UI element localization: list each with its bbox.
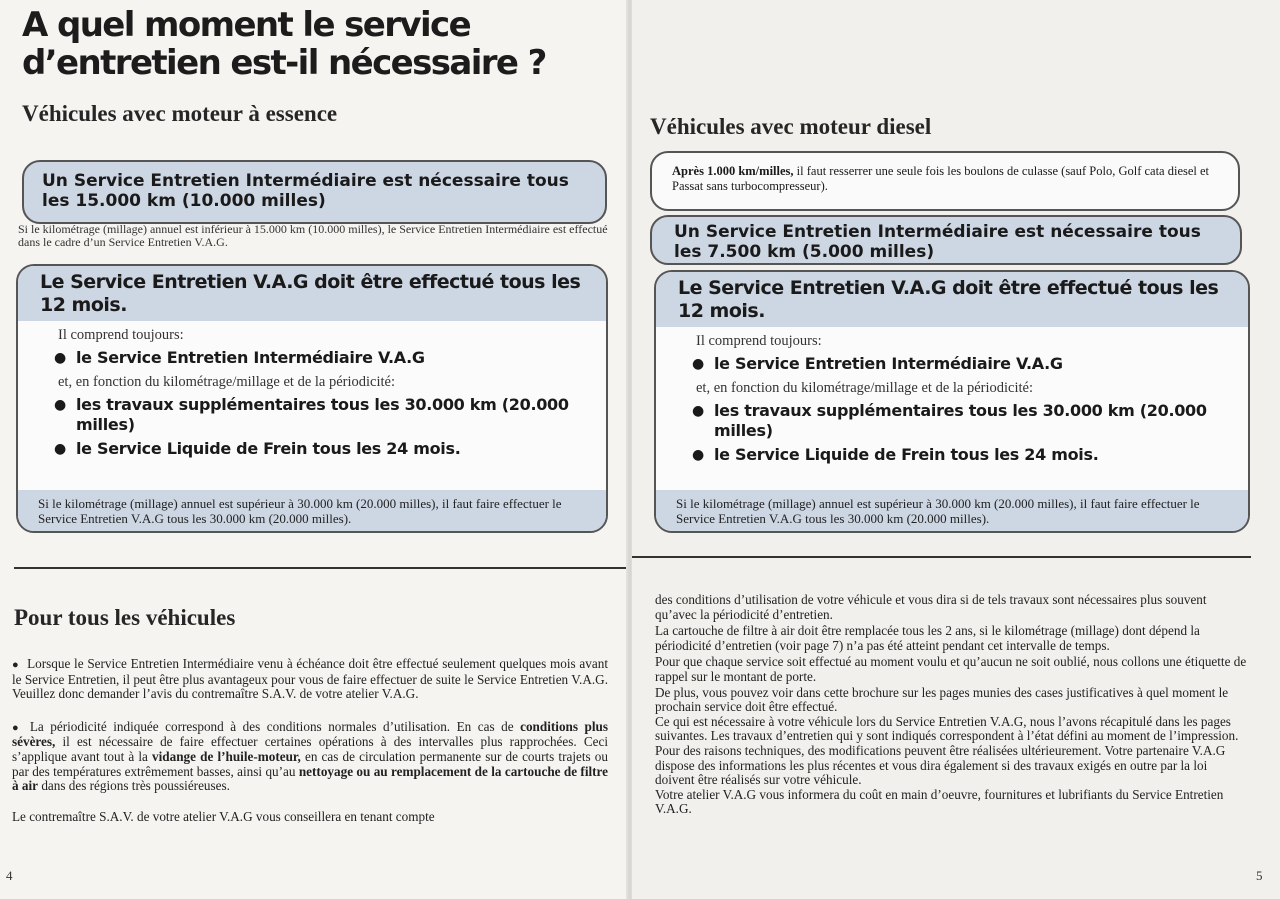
diesel-service-box bbox=[654, 270, 1250, 533]
petrol-box-footnote: Si le kilométrage (millage) annuel est supérieur à 30.000 km (20.000 milles), il faut faire effectuer le Service Entretien V.A.G tous les 30.000 km (20.000 milles). bbox=[18, 490, 606, 531]
page-number-right: 5 bbox=[1256, 868, 1263, 883]
diesel-box-depends: et, en fonction du kilométrage/millage et de la périodicité: bbox=[696, 380, 1034, 396]
left-divider bbox=[14, 567, 626, 569]
all-vehicles-paragraph-2: ● La périodicité indiquée correspond à des conditions normales d’utilisation. En cas de conditions plus sévères, il est nécessaire de faire effectuer certaines opérations à des intervalles plus rapprochées. Ceci s’applique avant tout à la vidange de l’huile-moteur, en cas de circulation permanente sur de courts trajets ou par des températures extrêmement basses, ainsi qu’au nettoyage ou au remplacement de la cartouche de filtre à air dans des régions très poussiéreuses. bbox=[12, 720, 608, 794]
continued-text bbox=[655, 593, 1247, 817]
continued-paragraph-6: Votre atelier V.A.G vous informera du coût en main d’oeuvre, fournitures et lubrifiants du Service Entretien V.A.G. bbox=[655, 786, 1224, 817]
all-vehicles-text bbox=[12, 657, 608, 830]
petrol-box-depends: et, en fonction du kilométrage/millage et de la périodicité: bbox=[58, 374, 396, 390]
continued-paragraph-4: De plus, vous pouvez voir dans cette brochure sur les pages munies des cases justificatives à quel moment le prochain service doit être effectué. bbox=[655, 684, 1229, 715]
diesel-after-1000-label: Après 1.000 km/milles, bbox=[672, 164, 794, 178]
petrol-service-box bbox=[16, 264, 608, 533]
page-number-left: 4 bbox=[6, 868, 13, 883]
diesel-box-heading: Le Service Entretien V.A.G doit être effectué tous les 12 mois. bbox=[656, 272, 1248, 327]
continued-paragraph-1: des conditions d’utilisation de votre véhicule et vous dira si de tels travaux sont nécessaires plus souvent qu’avec la périodicité d’entretien. bbox=[655, 592, 1207, 622]
diesel-box-footnote: Si le kilométrage (millage) annuel est supérieur à 30.000 km (20.000 milles), il faut faire effectuer le Service Entretien V.A.G tous les 30.000 km (20.000 milles). bbox=[656, 490, 1248, 531]
continued-paragraph-5: Ce qui est nécessaire à votre véhicule lors du Service Entretien V.A.G, nous l’avons récapitulé dans les pages suivantes. Les travaux d’entretien qui y sont indiqués correspondent à l’état défini au moment de l’impression. Pour des raisons techniques, des modifications peuvent être réalisées ultérieurement. Votre partenaire V.A.G dispose des informations les plus récentes et vous dira également si des travaux exigés en outre par la loi doivent être réalisés sur votre véhicule. bbox=[655, 713, 1239, 788]
diesel-box-includes: Il comprend toujours: bbox=[696, 333, 822, 349]
petrol-heading: Véhicules avec moteur à essence bbox=[22, 101, 338, 126]
diesel-intermediate-text: Un Service Entretien Intermédiaire est nécessaire tous les 7.500 km (5.000 milles) bbox=[674, 222, 1201, 262]
all-vehicles-heading: Pour tous les véhicules bbox=[14, 605, 236, 630]
left-page bbox=[0, 0, 628, 899]
petrol-intermediate-text: Un Service Entretien Intermédiaire est nécessaire tous les 15.000 km (10.000 milles) bbox=[42, 171, 569, 211]
petrol-box-includes: Il comprend toujours: bbox=[58, 327, 184, 343]
petrol-intermediate-note: Si le kilométrage (millage) annuel est inférieur à 15.000 km (10.000 milles), le Service Entretien Intermédiaire est effectué dans le cadre d’un Service Entretien V.A.G. bbox=[18, 222, 608, 249]
diesel-after-1000-pill bbox=[650, 151, 1240, 211]
diesel-box-bullet-2: ● les travaux supplémentaires tous les 30.000 km (20.000 milles) bbox=[656, 397, 1248, 441]
diesel-box-bullet-3: ● le Service Liquide de Frein tous les 24 mois. bbox=[656, 441, 1248, 465]
page-title: A quel moment le service d’entretien est-il nécessaire ? bbox=[22, 5, 546, 83]
diesel-after-1000-text: il faut resserrer une seule fois les boulons de culasse (sauf Polo, Golf cata diesel et Passat sans turbocompresseur). bbox=[672, 164, 1210, 193]
petrol-box-bullet-2: ● les travaux supplémentaires tous les 30.000 km (20.000 milles) bbox=[18, 391, 606, 435]
diesel-box-bullet-1: ● le Service Entretien Intermédiaire V.A.G bbox=[656, 350, 1248, 374]
petrol-box-heading: Le Service Entretien V.A.G doit être effectué tous les 12 mois. bbox=[18, 266, 606, 321]
continued-paragraph-2: La cartouche de filtre à air doit être remplacée tous les 2 ans, si le kilométrage (millage) dont dépend la périodicité d’entretien (voir page 7) n’a pas été atteint pendant cet intervalle de temps. bbox=[655, 623, 1200, 653]
all-vehicles-paragraph-1: ● Lorsque le Service Entretien Intermédiaire venu à échéance doit être effectué seulement quelques mois avant le Service Entretien, il peut être plus avantageux pour vous de faire effectuer de suite le Service Entretien V.A.G. Veuillez donc demander l’avis du contremaître S.A.V. de votre atelier V.A.G. bbox=[12, 657, 608, 702]
diesel-heading: Véhicules avec moteur diesel bbox=[650, 114, 932, 139]
continued-paragraph-3: Pour que chaque service soit effectué au moment voulu et qu’aucun ne soit oublié, nous collons une étiquette de rappel sur le montant de porte. bbox=[655, 654, 1247, 684]
right-divider bbox=[632, 556, 1251, 558]
all-vehicles-paragraph-3: Le contremaître S.A.V. de votre atelier V.A.G vous conseillera en tenant compte bbox=[12, 808, 435, 824]
petrol-intermediate-pill bbox=[22, 160, 607, 224]
petrol-box-bullet-1: ● le Service Entretien Intermédiaire V.A.G bbox=[18, 344, 606, 368]
right-page bbox=[632, 0, 1280, 899]
petrol-box-bullet-3: ● le Service Liquide de Frein tous les 24 mois. bbox=[18, 435, 606, 459]
diesel-intermediate-pill bbox=[650, 215, 1242, 265]
